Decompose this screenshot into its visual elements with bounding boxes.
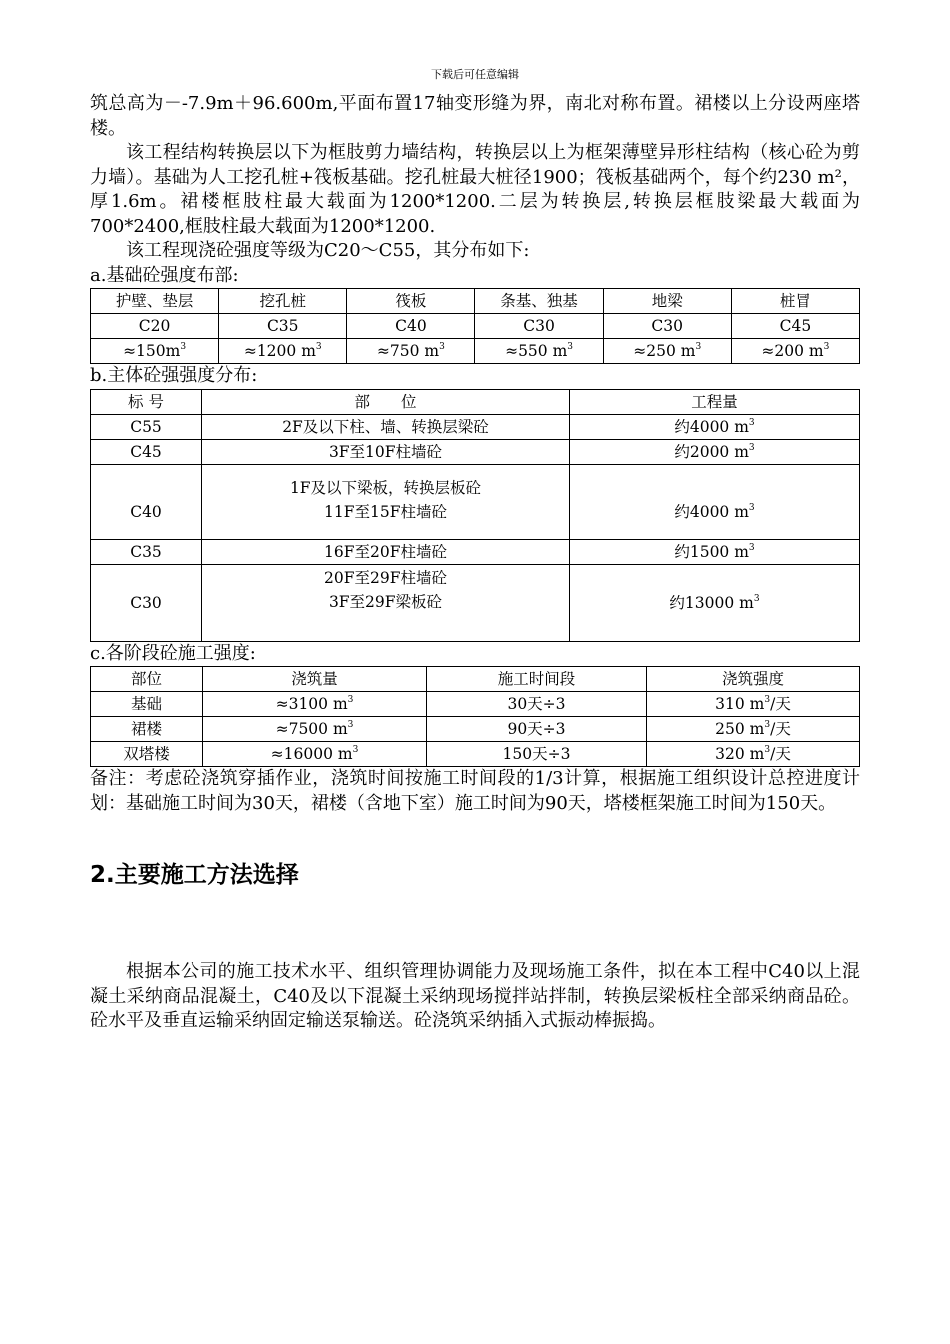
rate-cell [647, 717, 860, 742]
grade-cell: C30 [603, 314, 731, 339]
quantity-value: 约1500 m [674, 542, 749, 561]
table-header-cell: 部位 [91, 667, 203, 692]
unit-superscript: 3 [764, 720, 771, 730]
quantity-cell [570, 539, 860, 564]
table-header-row [91, 667, 860, 692]
volume-cell [475, 339, 603, 364]
volume-cell [347, 339, 475, 364]
table-row [91, 742, 860, 767]
volume-value: ≈3100 m [275, 695, 348, 713]
table-header-cell: 筏板 [347, 289, 475, 314]
part-cell: 双塔楼 [91, 742, 203, 767]
rate-cell [647, 742, 860, 767]
main-structure-strength-table [90, 389, 860, 642]
volume-cell [219, 339, 347, 364]
rate-unit: /天 [770, 720, 791, 738]
volume-cell [91, 339, 219, 364]
grade-cell: C40 [91, 464, 202, 539]
quantity-cell [570, 439, 860, 464]
period-cell: 150天÷3 [427, 742, 647, 767]
unit-superscript: 3 [764, 695, 771, 705]
unit-superscript: 3 [347, 720, 354, 730]
table-a-title: a.基础砼强度布部: [90, 264, 239, 286]
unit-superscript: 3 [748, 442, 755, 453]
unit-superscript: 3 [753, 593, 760, 604]
part-cell: 16F至20F柱墙砼 [202, 539, 570, 564]
part-cell [202, 464, 570, 539]
table-row [91, 314, 860, 339]
part-cell: 2F及以下柱、墙、转换层梁砼 [202, 414, 570, 439]
table-header-cell: 桩冒 [731, 289, 859, 314]
part-cell [202, 564, 570, 641]
table-header-cell: 护壁、垫层 [91, 289, 219, 314]
grade-cell: C45 [91, 439, 202, 464]
grade-cell: C40 [347, 314, 475, 339]
volume-value: ≈550 m [505, 342, 568, 360]
quantity-cell [570, 564, 860, 641]
stage-strength-table [90, 666, 860, 767]
table-header-cell: 浇筑量 [203, 667, 427, 692]
period-cell: 30天÷3 [427, 692, 647, 717]
table-row [91, 539, 860, 564]
part-cell: 基础 [91, 692, 203, 717]
table-row [91, 414, 860, 439]
volume-value: ≈250 m [633, 342, 696, 360]
part-cell: 裙楼 [91, 717, 203, 742]
volume-cell [203, 692, 427, 717]
table-row [91, 464, 860, 539]
table-header-cell: 条基、独基 [475, 289, 603, 314]
volume-value: ≈7500 m [275, 720, 348, 738]
table-header-cell: 标 号 [91, 389, 202, 414]
foundation-strength-table [90, 288, 860, 364]
table-row [91, 717, 860, 742]
table-header-cell: 挖孔桩 [219, 289, 347, 314]
table-header-row [91, 389, 860, 414]
table-header-cell: 浇筑强度 [647, 667, 860, 692]
grade-cell: C55 [91, 414, 202, 439]
volume-cell [203, 742, 427, 767]
table-header-row [91, 289, 860, 314]
rate-unit: /天 [770, 695, 791, 713]
table-row [91, 692, 860, 717]
volume-value: ≈1200 m [243, 342, 316, 360]
volume-value: ≈200 m [761, 342, 824, 360]
unit-superscript: 3 [695, 342, 702, 352]
rate-cell [647, 692, 860, 717]
table-header-cell: 地梁 [603, 289, 731, 314]
grade-cell: C30 [475, 314, 603, 339]
period-cell: 90天÷3 [427, 717, 647, 742]
volume-cell [203, 717, 427, 742]
intro-paragraph-3: 该工程现浇砼强度等级为C20～C55，其分布如下: [126, 240, 530, 261]
unit-superscript: 3 [748, 542, 755, 553]
part-line: 11F至15F柱墙砼 [324, 502, 447, 521]
table-header-cell: 部 位 [202, 389, 570, 414]
volume-cell [603, 339, 731, 364]
table-header-cell: 施工时间段 [427, 667, 647, 692]
unit-superscript: 3 [347, 695, 354, 705]
unit-superscript: 3 [315, 342, 322, 352]
rate-value: 310 m [715, 695, 765, 713]
table-row [91, 339, 860, 364]
unit-superscript: 3 [748, 417, 755, 428]
unit-superscript: 3 [352, 745, 359, 755]
rate-value: 250 m [715, 720, 765, 738]
unit-superscript: 3 [439, 342, 445, 352]
grade-cell: C45 [731, 314, 859, 339]
quantity-value: 约4000 m [674, 417, 749, 436]
quantity-value: 约2000 m [674, 442, 749, 461]
volume-value: ≈16000 m [270, 745, 353, 763]
part-cell: 3F至10F柱墙砼 [202, 439, 570, 464]
volume-cell [731, 339, 859, 364]
rate-unit: /天 [770, 745, 791, 763]
page-header: 下载后可任意编辑 [431, 68, 519, 81]
part-line: 3F至29F梁板砼 [328, 592, 443, 611]
volume-value: ≈150m [123, 342, 181, 360]
rate-value: 320 m [715, 745, 765, 763]
table-c-title: c.各阶段砼施工强度: [90, 642, 256, 664]
method-paragraph: 根据本公司的施工技术水平、组织管理协调能力及现场施工条件，拟在本工程中C40以上混凝土采纳商品混凝土，C40及以下混凝土采纳现场搅拌站拌制，转换层梁板柱全部采纳商品砼。砼水平及垂直运输采纳固定输送泵输送。砼浇筑采纳插入式振动棒振捣。 [90, 961, 860, 1031]
table-row [91, 439, 860, 464]
note-paragraph: 备注：考虑砼浇筑穿插作业，浇筑时间按施工时间段的1/3计算，根据施工组织设计总控进度计划：基础施工时间为30天，裙楼（含地下室）施工时间为90天，塔楼框架施工时间为150天。 [90, 768, 860, 814]
section-heading: 2.主要施工方法选择 [90, 862, 299, 888]
quantity-cell [570, 464, 860, 539]
quantity-value: 约4000 m [674, 502, 749, 521]
part-line: 1F及以下梁板，转换层板砼 [289, 478, 482, 497]
intro-paragraph-1: 筑总高为－-7.9m＋96.600m,平面布置17轴变形缝为界，南北对称布置。裙楼以上分设两座塔楼。 [90, 93, 860, 139]
quantity-value: 约13000 m [669, 593, 754, 612]
document-body [90, 92, 860, 1034]
grade-cell: C35 [219, 314, 347, 339]
unit-superscript: 3 [180, 342, 187, 352]
table-header-cell: 工程量 [570, 389, 860, 414]
part-line: 20F至29F柱墙砼 [324, 568, 447, 587]
unit-superscript: 3 [567, 342, 574, 352]
volume-value: ≈750 m [376, 342, 440, 360]
quantity-cell [570, 414, 860, 439]
unit-superscript: 3 [748, 502, 755, 513]
unit-superscript: 3 [823, 342, 830, 352]
table-row [91, 564, 860, 641]
table-b-title: b.主体砼强强度分布: [90, 365, 258, 386]
grade-cell: C30 [91, 564, 202, 641]
intro-paragraph-2: 该工程结构转换层以下为框肢剪力墙结构，转换层以上为框架薄壁异形柱结构（核心砼为剪力墙）。基础为人工挖孔桩+筏板基础。挖孔桩最大桩径1900；筏板基础两个，每个约230 m²，厚1.6m。裙楼框肢柱最大载面为1200*1200.二层为转换层,转换层框肢梁最大载面为700*2400,框肢柱最大载面为1200*1200. [90, 142, 860, 237]
unit-superscript: 3 [764, 745, 771, 755]
grade-cell: C35 [91, 539, 202, 564]
grade-cell: C20 [91, 314, 219, 339]
